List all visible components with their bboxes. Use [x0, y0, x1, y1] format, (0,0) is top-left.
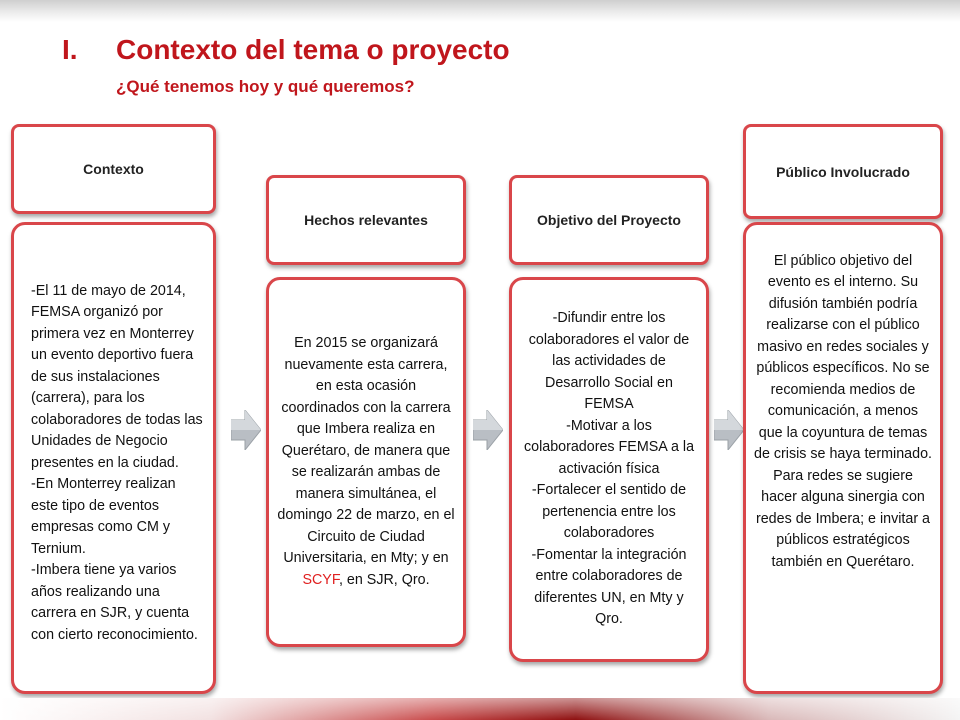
hechos-text-highlight: SCYF: [302, 571, 339, 588]
objetivo-body: [509, 277, 709, 662]
section-number: I.: [62, 34, 78, 65]
bottom-decorative-band: [0, 698, 960, 720]
contexto-body: [11, 222, 216, 694]
publico-header: [743, 124, 943, 219]
publico-title: Público Involucrado: [776, 163, 910, 180]
contexto-header: [11, 124, 216, 214]
publico-text: El público objetivo del evento es el interno. Su difusión también podría realizarse con el público masivo en redes sociales y públicos específicos. No se recomienda medios de comunicación, a menos que la coyuntura de temas de crisis se haya terminado. Para redes se sugiere hacer alguna sinergia con redes de Imbera; e invitar a públicos estratégicos también en Querétaro.: [754, 252, 932, 570]
page-title: Contexto del tema o proyecto: [116, 34, 510, 65]
objetivo-title: Objetivo del Proyecto: [537, 212, 681, 228]
objetivo-text: -Difundir entre los colaboradores el valor de las actividades de Desarrollo Social en FEMSA -Motivar a los colaboradores FEMSA a la activación física -Fortalecer el sentido de pertenencia entre los colaboradores -Fomentar la integración entre colaboradores de diferentes UN, en Mty y Qro.: [523, 310, 695, 628]
contexto-title: Contexto: [83, 161, 144, 177]
objetivo-header: [509, 175, 709, 265]
contexto-text: -El 11 de mayo de 2014, FEMSA organizó por primera vez en Monterrey un evento deportivo fuera de sus instalaciones (carrera), para los colaboradores de todas las Unidades de Negocio presentes en la ciudad. -En Monterrey realizan este tipo de eventos empresas como CM y Ternium. -Imbera tiene ya varios años realizando una carrera en SJR, y cuenta con cierto reconocimiento.: [31, 282, 203, 643]
hechos-body: [266, 277, 466, 647]
page-subtitle: ¿Qué tenemos hoy y qué queremos?: [116, 77, 415, 96]
publico-body: [743, 222, 943, 694]
top-decorative-band: [0, 0, 960, 22]
arrow-right-icon: [231, 410, 261, 450]
arrow-right-icon: [714, 410, 744, 450]
hechos-header: [266, 175, 466, 265]
hechos-text-end: , en SJR, Qro.: [338, 571, 430, 588]
hechos-text-main: En 2015 se organizará nuevamente esta carrera, en esta ocasión coordinados con la carrera que Imbera realiza en Querétaro, de manera que se realizarán ambas de manera simultánea, el domingo 22 de marzo, en el Circuito de Ciudad Universitaria, en Mty; y en: [277, 335, 455, 566]
hechos-title: Hechos relevantes: [304, 212, 428, 228]
arrow-right-icon: [473, 410, 503, 450]
hechos-text: [277, 333, 455, 591]
